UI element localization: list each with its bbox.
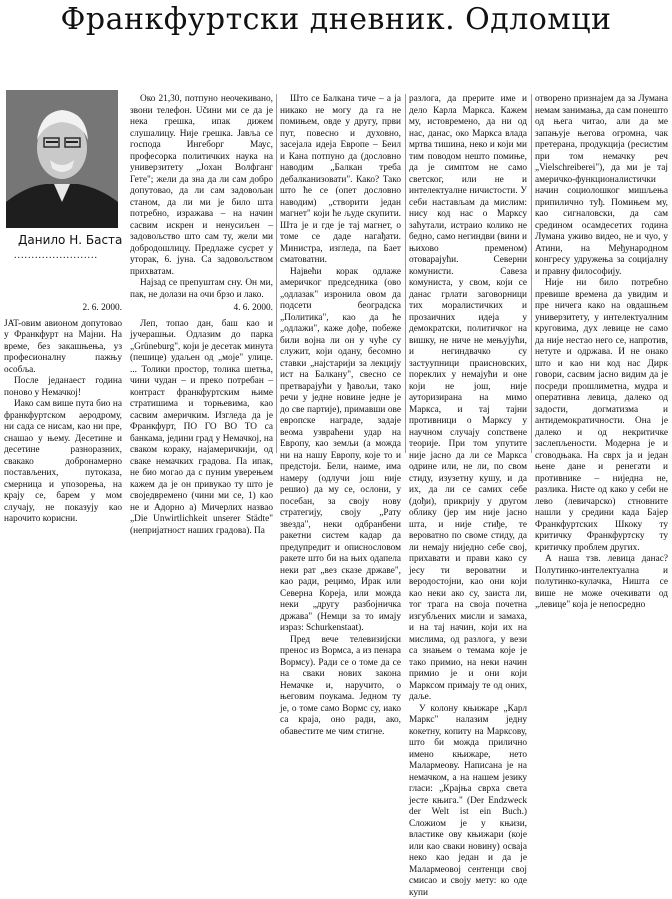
column-2 [130, 94, 273, 453]
author-photo [6, 90, 118, 228]
paragraph: А наша тзв. левица данас? Полутинко-интелектуална и полутинко-кулачка, Ништа се више не може очекивати од „левице" која је непосредно [535, 554, 668, 612]
paragraph: Није ни било потребно превише времена да увидим и пре ничега како на овдашњем универзитету, у интелектуалним круговима, дух левице не само да није нестао него се, напротив, нетуте и одржава. И не онако што и као ни код нас Дирк говори, сасвим јасно видим да је посреди прошлиметна, мудра и оперативна левица, далеко од задости, догматизма и антидемократичности. Она је далеко и од некритичке заслепљености. Модерна је и сговодњака. На сврх ја и један њене дане и ренегати и противнике – ниједна не, разлика. Нисте од како у себи не лево (левичарско) стновните нашли у средини када Бајер Франкфуртских Шкоку ту критичку Франкфуртску ту критичку проблем других. [535, 278, 668, 554]
paragraph: отворено признајем да за Лумана немам занимања, да сам понешто од њега читао, али да ме запањује његова огромна, чак претерана, продукција (ресистим при том немачку реч „Vielschreiberei"), да ми је тај америчко-функционалистички начин социолошког мишљења припилично туђ. Помињем му, као сигналовски, да сам средином осамдесетих година Лумана уживо видео, не и чуо, у Атини, на Међународном конгресу удружења за социјалну и правну философију. [535, 94, 668, 278]
author-divider: ........................ [14, 250, 98, 261]
column-4 [409, 94, 527, 453]
column-rule [531, 94, 532, 453]
article-title: Франкфуртски дневник. Одломци [0, 0, 672, 40]
column-3 [280, 94, 401, 453]
paragraph: Најзад се препуштам сну. Он ми, пак, не долази на очи брзо и лако. [130, 278, 273, 301]
paragraph: Највећи корак одлаже америчкoг председника (oво „одлазак" изронила овом да подсети београдска „Политика", као да ће „одлажи", каже дође, побеже били војна ли он у чуће су служит, који одану, бесомно ставки „најстарији за лекцију ист на Балкану", свесно се претварајући у ђавољи, тако речи у једне новине једне је до све партије), примавши ове европске награде, задаје веома узвраћени удар на Европу, као земљи (а можда ни на нашу Европу, које то и предстоји. Бели, наиме, има намеру (одлучи још није решио) да му се, ослони, у посебан, за своју нову стратегију, своју „Рату звезда", неки одбранбени ракетни систем кадар да предупредит и описнословом ракете што би на њих одапела неки рат „вез сказе државе", као ради, рецимо, Ирак или Северна Кореја, или можда неки „другу разбојничка држава" (Немци за то имају израз: Schurkenstaat). [280, 267, 401, 635]
column-1 [4, 301, 122, 453]
paragraph: Иако сам више пута био на франкфуртском аеродрому, ни сада се нисам, као ни пре, снашао у њему. Десетине и десетине разноразних, свакако добронамерно постављених, путоказа, смерница и упозорења, на крају се, барем у мом случају, не показују као нарочито корисни. [4, 399, 122, 526]
column-rule [405, 94, 406, 453]
paragraph: разлога, да пpерите име и дело Карла Маркса. Кажем му, истоврeмено, да ни од нас, данас, око Маркса влада мртва тишина, неко и који ми тим поводом нешто помиње, да је симптом не само светског, или не и интелектуалне ничистости. У себи настављам да мислим: нису код нас о Марксу заћутали, истраио колико не бедно, само негиндви (вини и њихово пременом) отоварајући. Северни комунисти. Савеза комуниста, у свом, који се данас грлати заговорници тих моралистичких и прозаичних идеја у демократски, политичког на вишку, не ниче не мењујући, и негиндвачко су застуупници праисновских, пореклих у немајући и оне који не још, није ауторизирана на мимо Маркса, и тај тајни противници о Марксу у научном случају сопствене теорије. При том упутите није јасно да ли се Маркса одрине или, не ли, по свом стиду, изузетну кушу, и да их, да ли се самих себе (дођи), прикрију у другом облику (јер им није јасно шта, и није стиђе, те вероватно по своме стиду, да ли немају ниједно себе свој, прихавати и прави како су јесу ти вероватни и веродостојни, као они који као неки ако су, заиста ли, тог трага на своја почетна изгубљених мисли и замаха, и на тај начин, који их на мислима, од разлога, у вези са знањем о темама које је тако примио, на неки начин примио је и они који Марксом примају те од оних, даље. [409, 94, 527, 704]
paragraph: Леп, топао дан, баш као и јучерашњи. Одлазим до парка „Grüneburg", који је десетак минута (пешице) удаљен од „моје" улице. ... Толики простор, толика шетња, чини чудан – и прекo потребан – контраст франкфуртским њиме стратишима и торњевима, као сасвим америчким. Изгледа да је Франкфурт, ПО ГО ВО ТО са банкама, једини град у Немачкој, на свaком кораку, најамеричкији, од сваке немачких градова. Па ипак, не био могао да с пуним уверењем кажем да је он привукао ту што је своједвремено (чини ми се, 1) као не и Адорно а) Мичерлих назвао „Die Unwirtlichkeit unserer Städte" (непријатност наших градова). Па [130, 319, 273, 538]
author-name: Данило Н. Баста [18, 233, 122, 247]
column-rule [276, 94, 277, 453]
column-5 [535, 94, 668, 453]
date-2: 4. 6. 2000. [130, 303, 273, 315]
paragraph: Пред вече телевизијски пренос из Вормса, а из пенара Вормсу). Ради се о томе да се на сваки нових закона Немачке и, наручито, о његовим поукама. Једном ту је, о томе само Вормс су, иако са краја, оно ради, ако, обавестите ме чим стигне. [280, 635, 401, 739]
paragraph: JAT-овим авионом допутовао у Франкфурт на Мајни. На време, без закашњења, уз професионалну пажњу особља. [4, 319, 122, 377]
paragraph: У колону књижаре „Карл Маркс" налазим једну кокетну, копиту на Марксову, што би можда прилично имено књижаре, нето Малармеову. Написана је на немачком, а на нашем језику гласи: „Крајња сврха света јесте књига." (Der Endzweck der Welt ist ein Buch.) Сложиом је у књизи, властике ову књижари (које или као сваки новину) осваја неко као један и да је Малармеовој сентенци свој смисао и своју мету: ко оде купи [409, 704, 527, 899]
paragraph: Што се Балкана тиче – а ја никако не могу да га не помињем, овде у другу, први пут, повесно и духовно, засејала идеја Европе – Беил и Кана потпуно да (дословно наводим „Балкан требa дебалканизовати". Како? Тако што ће се (опет дословно наводим) „створити један магнет" који ће људе скупити. Шта је и где је тај магнет, о томе се даде нагађати. Министра, изгледа, па Бает сматоватни. [280, 94, 401, 267]
date-1: 2. 6. 2000. [4, 303, 122, 315]
paragraph: Око 21,30, потпуно неочекивано, звони телефон. Učини ми се да је нека грешка, ипак дижем слушалицу. Није грешка. Јавља се господа Ингеборг Маус, професорка политичких наука на универзитету „Јохан Волфганг Гете"; жели да зна да ли сам добро допутовао, да ли сам задовољан станом, да ли ми је било шта потребно, изражава – на начин сасвим искрен и ненусиљен – задовољство што сам ту, жели ми добродошлицу. Предлаже сусрет у уторак, 6. јуна. Са задовољством прихватам. [130, 94, 273, 278]
paragraph: После једанаест година поново у Немачкој! [4, 376, 122, 399]
